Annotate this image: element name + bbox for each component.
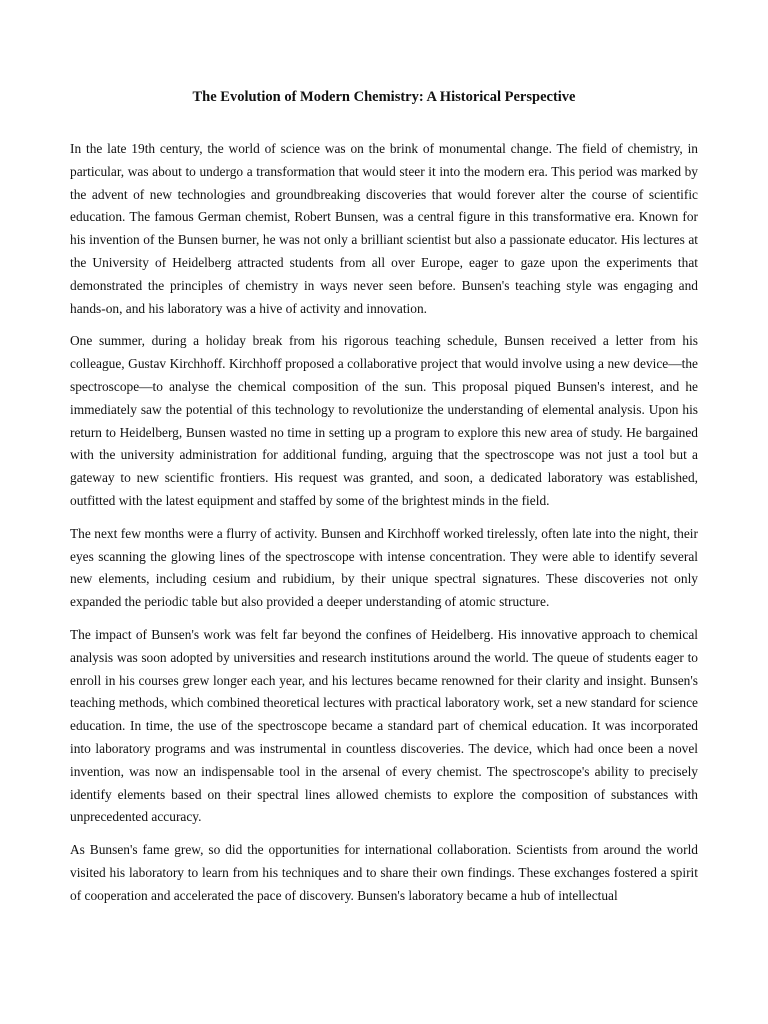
document-title: The Evolution of Modern Chemistry: A Historical Perspective: [192, 89, 576, 105]
paragraph-3: The next few months were a flurry of activity. Bunsen and Kirchhoff worked tirelessly, often late into the night, their eyes scanning the glowing lines of the spectroscope with intense concentration. They were able to identify several new elements, including cesium and rubidium, by their unique spectral signatures. These discoveries not only expanded the periodic table but also provided a deeper understanding of atomic structure.: [70, 525, 698, 610]
paragraph-5: As Bunsen's fame grew, so did the opportunities for international collaboration. Scientists from around the world visited his laboratory to learn from his techniques and to share their own findings. These exchanges fostered a spirit of cooperation and accelerated the pace of discovery. Bunsen's laboratory became a hub of intellectual: [70, 842, 698, 903]
paragraph-2: One summer, during a holiday break from his rigorous teaching schedule, Bunsen received a letter from his colleague, Gustav Kirchhoff. Kirchhoff proposed a collaborative project that would involve using a new device—the spectroscope—to analyse the chemical composition of the sun. This proposal piqued Bunsen's interest, and he immediately saw the potential of this technology to revolutionize the understanding of elemental analysis. Upon his return to Heidelberg, Bunsen wasted no time in setting up a program to explore this new area of study. He bargained with the university administration for additional funding, arguing that the spectroscope was not just a tool but a gateway to new scientific frontiers. His request was granted, and soon, a dedicated laboratory was established, outfitted with the latest equipment and staffed by some of the brightest minds in the field.: [70, 333, 698, 508]
paragraph-4: The impact of Bunsen's work was felt far beyond the confines of Heidelberg. His innovative approach to chemical analysis was soon adopted by universities and research institutions around the world. The queue of students eager to enroll in his courses grew longer each year, and his lectures became renowned for their clarity and insight. Bunsen's teaching methods, which combined theoretical lectures with practical laboratory work, set a new standard for science education. In time, the use of the spectroscope became a standard part of chemical education. It was incorporated into laboratory programs and was instrumental in countless discoveries. The device, which had once been a novel invention, was now an indispensable tool in the arsenal of every chemist. The spectroscope's ability to precisely identify elements based on their spectral lines allowed chemists to explore the composition of substances with unprecedented accuracy.: [70, 626, 698, 825]
paragraph-1: In the late 19th century, the world of science was on the brink of monumental change. The field of chemistry, in particular, was about to undergo a transformation that would steer it into the modern era. This period was marked by the advent of new technologies and groundbreaking discoveries that would forever alter the course of scientific education. The famous German chemist, Robert Bunsen, was a central figure in this transformative era. Known for his invention of the Bunsen burner, he was not only a brilliant scientist but also a passionate educator. His lectures at the University of Heidelberg attracted students from all over Europe, eager to gaze upon the experiments that demonstrated the principles of chemistry in ways never seen before. Bunsen's teaching style was engaging and hands-on, and his laboratory was a hive of activity and innovation.: [70, 141, 698, 316]
document-body: [70, 138, 698, 918]
